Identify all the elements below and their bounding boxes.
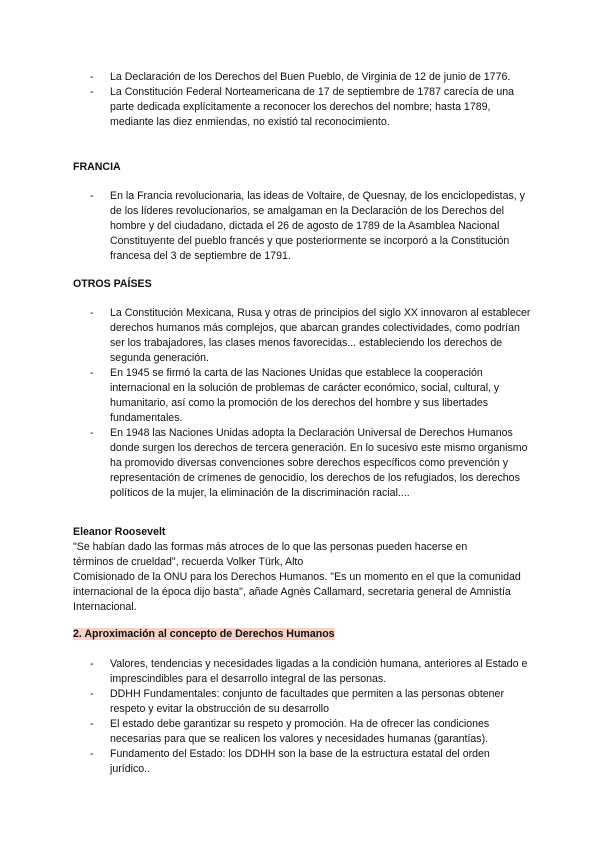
list-item: - El estado debe garantizar su respeto y promoción. Ha de ofrecer las condiciones necesarias para que se realicen los valores y necesidades humanas (garantías). — [73, 717, 531, 747]
list-item: - En 1948 las Naciones Unidas adopta la Declaración Universal de Derechos Humanos donde surgen los derechos de tercera generación. En lo sucesivo este mismo organismo ha promovido diversas convenciones sobre derechos específicos como prevención y representación de crímenes de genocidio, los derechos de los refugiados, los derechos políticos de la mujer, la eliminación de la discriminación racial.... — [73, 426, 531, 501]
eleanor-quote-line1: "Se habían dado las formas más atroces de lo que las personas pueden hacerse en — [73, 541, 468, 553]
list-item: - DDHH Fundamentales: conjunto de facultades que permiten a las personas obtener respeto y evitar la obstrucción de su desarrollo — [73, 687, 531, 717]
intro-list — [73, 70, 531, 130]
otros-paises-heading: OTROS PAÍSES — [73, 278, 152, 290]
section-2-heading — [73, 627, 335, 642]
section-2-heading-text: 2. Aproximación al concepto de Derechos Humanos — [73, 628, 335, 640]
eleanor-block — [73, 525, 531, 615]
list-item: - Fundamento del Estado: los DDHH son la base de la estructura estatal del orden jurídico.. — [73, 747, 531, 777]
eleanor-quote-rest: Comisionado de la ONU para los Derechos Humanos. "Es un momento en el que la comunidad internacional de la época dijo basta", añade Agnès Callamard, secretaria general de Amnistía Internacional. — [73, 571, 521, 613]
section-2-list — [73, 657, 531, 777]
francia-heading: FRANCIA — [73, 161, 121, 173]
francia-list — [73, 189, 531, 264]
list-item: - La Constitución Federal Norteamericana de 17 de septiembre de 1787 carecía de una parte dedicada explícitamente a reconocer los derechos del nombre; hasta 1789, mediante las diez enmiendas, no existió tal reconocimiento. — [73, 85, 531, 130]
list-item: - La Declaración de los Derechos del Buen Pueblo, de Virginia de 12 de junio de 1776. — [73, 70, 531, 85]
list-item: - En la Francia revolucionaria, las ideas de Voltaire, de Quesnay, de los enciclopedistas, y de los líderes revolucionarios, se amalgaman en la Declaración de los Derechos del hombre y del ciudadano, dictada el 26 de agosto de 1789 de la Asamblea Nacional Constituyente del pueblo francés y que posteriormente se incorporó a la Constitución francesa del 3 de septiembre de 1791. — [73, 189, 531, 264]
list-item: - Valores, tendencias y necesidades ligadas a la condición humana, anteriores al Estado e imprescindibles para el desarrollo integral de las personas. — [73, 657, 531, 687]
list-item: - En 1945 se firmó la carta de las Naciones Unidas que establece la cooperación internacional en la solución de problemas de carácter económico, social, cultural, y humanitario, así como la promoción de los derechos del hombre y sus libertades fundamentales. — [73, 366, 531, 426]
otros-paises-list — [73, 306, 531, 501]
eleanor-quote-line2: términos de crueldad", recuerda Volker Türk, Alto — [73, 556, 304, 568]
eleanor-heading: Eleanor Roosevelt — [73, 526, 166, 538]
list-item: - La Constitución Mexicana, Rusa y otras de principios del siglo XX innovaron al establecer derechos humanos más complejos, que abarcan grandes colectividades, como podrían ser los trabajadores, las clases menos favorecidas... estableciendo los derechos de segunda generación. — [73, 306, 531, 366]
